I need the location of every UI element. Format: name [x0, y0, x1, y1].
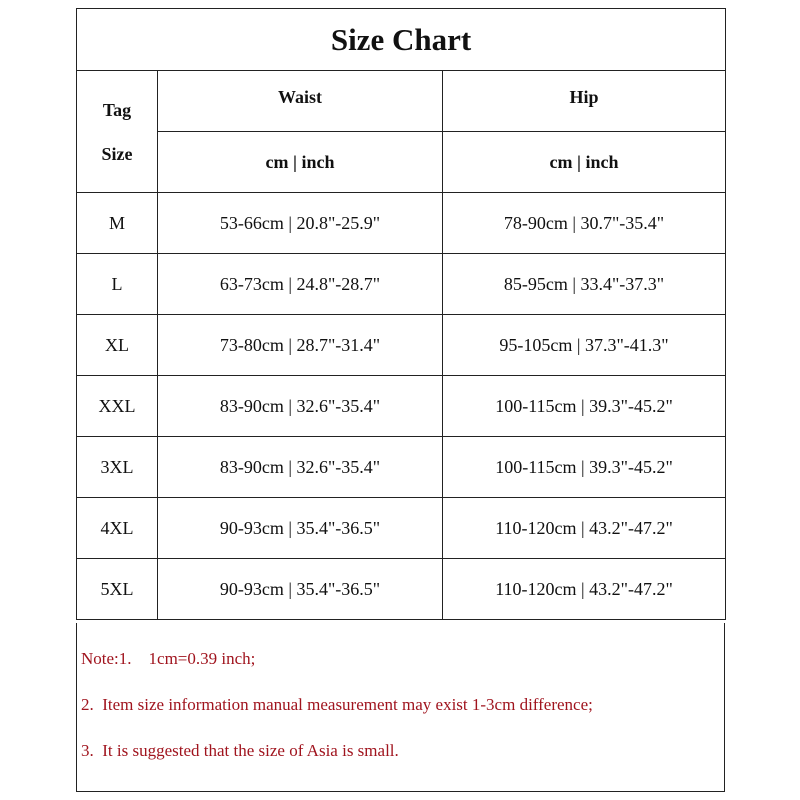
cell-size: XL	[77, 315, 158, 376]
waist-header: Waist	[158, 71, 443, 132]
cell-hip: 100-115cm | 39.3"-45.2"	[443, 437, 726, 498]
table-row	[77, 254, 726, 315]
note-2: 2. Item size information manual measurement may exist 1-3cm difference;	[81, 695, 593, 714]
cell-hip: 78-90cm | 30.7"-35.4"	[443, 193, 726, 254]
table-row	[77, 559, 726, 620]
cell-hip: 95-105cm | 37.3"-41.3"	[443, 315, 726, 376]
cell-size: 3XL	[77, 437, 158, 498]
cell-size: 4XL	[77, 498, 158, 559]
hip-header: Hip	[443, 71, 726, 132]
cell-waist: 73-80cm | 28.7"-31.4"	[158, 315, 443, 376]
waist-unit-header: cm | inch	[158, 132, 443, 193]
cell-hip: 110-120cm | 43.2"-47.2"	[443, 498, 726, 559]
tag-header-line2: Size	[101, 143, 133, 164]
table-row	[77, 193, 726, 254]
note-1: Note:1. 1cm=0.39 inch;	[81, 649, 256, 668]
table-row	[77, 437, 726, 498]
cell-waist: 83-90cm | 32.6"-35.4"	[158, 376, 443, 437]
cell-waist: 63-73cm | 24.8"-28.7"	[158, 254, 443, 315]
tag-header-line1: Tag	[102, 99, 132, 120]
table-row	[77, 376, 726, 437]
hip-unit-header: cm | inch	[443, 132, 726, 193]
note-3: 3. It is suggested that the size of Asia is small.	[81, 741, 399, 760]
cell-waist: 90-93cm | 35.4"-36.5"	[158, 559, 443, 620]
cell-size: XXL	[77, 376, 158, 437]
cell-hip: 85-95cm | 33.4"-37.3"	[443, 254, 726, 315]
table-row	[77, 498, 726, 559]
cell-hip: 100-115cm | 39.3"-45.2"	[443, 376, 726, 437]
cell-size: M	[77, 193, 158, 254]
cell-waist: 83-90cm | 32.6"-35.4"	[158, 437, 443, 498]
cell-waist: 53-66cm | 20.8"-25.9"	[158, 193, 443, 254]
cell-waist: 90-93cm | 35.4"-36.5"	[158, 498, 443, 559]
chart-title: Size Chart	[77, 9, 726, 71]
tag-size-header	[77, 71, 158, 193]
cell-hip: 110-120cm | 43.2"-47.2"	[443, 559, 726, 620]
cell-size: L	[77, 254, 158, 315]
notes-section	[76, 623, 725, 792]
size-chart-table	[76, 8, 726, 620]
table-row	[77, 315, 726, 376]
cell-size: 5XL	[77, 559, 158, 620]
